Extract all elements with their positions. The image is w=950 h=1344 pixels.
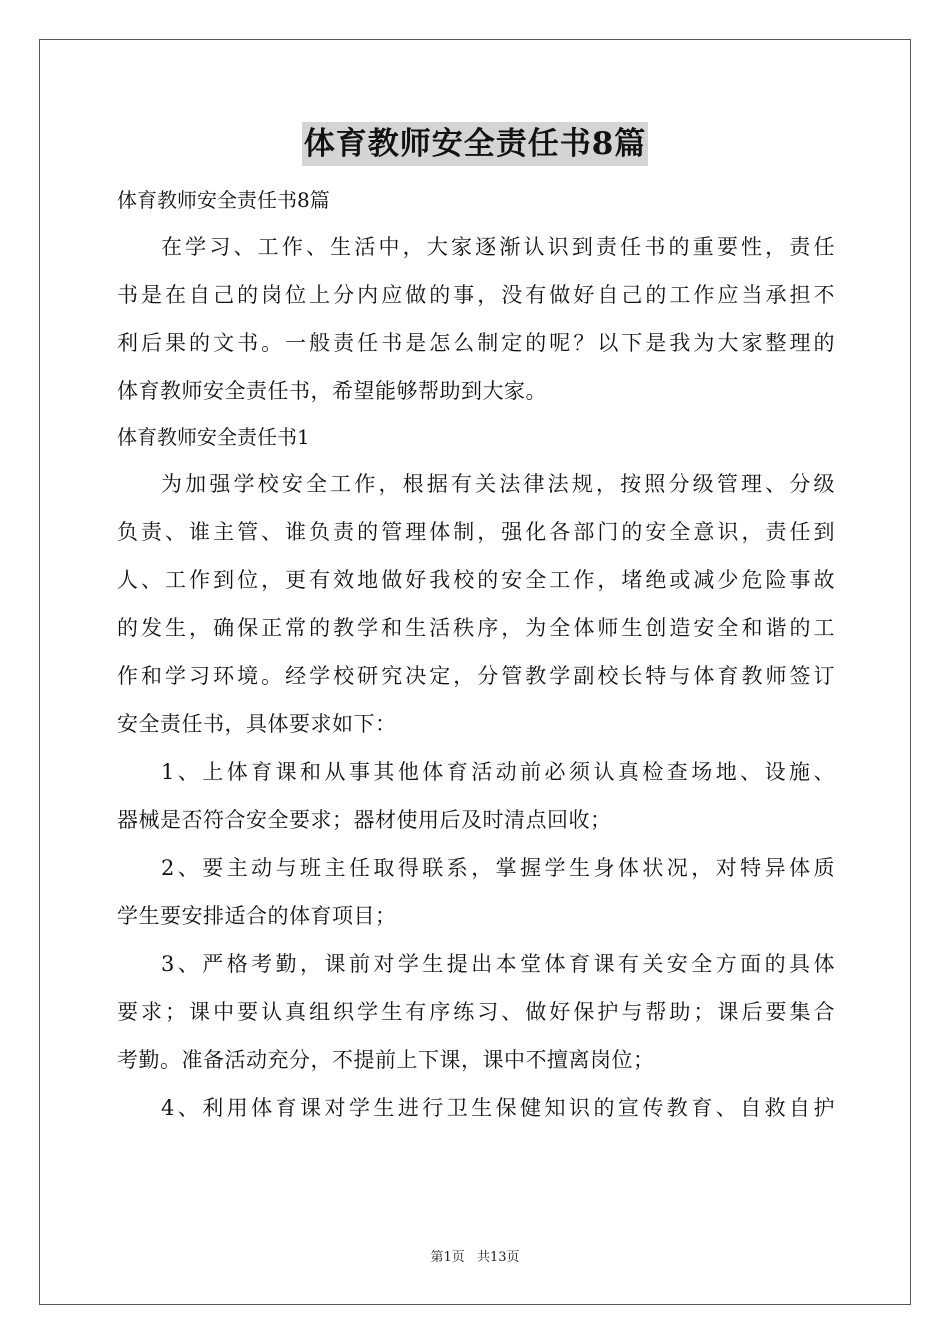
item-4-line-1: 4、利用体育课对学生进行卫生保健知识的宣传教育、自救自护 [161,1096,835,1120]
title-wrap [0,122,950,166]
body-line-5: 作和学习环境。经学校研究决定，分管教学副校长特与体育教师签订 [117,664,835,688]
intro-line-3: 利后果的文书。一般责任书是怎么制定的呢？以下是我为大家整理的 [117,331,835,355]
item-3-line-3: 考勤。准备活动充分，不提前上下课，课中不擅离岗位； [117,1048,655,1072]
item-2-line-2: 学生要安排适合的体育项目； [117,904,397,928]
intro-line-4: 体育教师安全责任书，希望能够帮助到大家。 [117,379,547,403]
body-line-6: 安全责任书，具体要求如下： [117,712,397,736]
document-title: 体育教师安全责任书8篇 [302,122,649,166]
page-number: 第1页 [430,1250,465,1265]
document-body [117,178,835,1132]
body-line-1: 为加强学校安全工作，根据有关法律法规，按照分级管理、分级 [161,472,835,496]
page-total: 共13页 [476,1250,520,1265]
item-2-line-1: 2、要主动与班主任取得联系，掌握学生身体状况，对特异体质 [161,856,835,880]
body-line-2: 负责、谁主管、谁负责的管理体制，强化各部门的安全意识，责任到 [117,520,835,544]
intro-line-2: 书是在自己的岗位上分内应做的事，没有做好自己的工作应当承担不 [117,283,835,307]
body-line-4: 的发生，确保正常的教学和生活秩序，为全体师生创造安全和谐的工 [117,616,835,640]
body-line-3: 人、工作到位，更有效地做好我校的安全工作，堵绝或减少危险事故 [117,568,835,592]
section-heading: 体育教师安全责任书1 [117,425,310,449]
subtitle: 体育教师安全责任书8篇 [117,188,330,212]
page-footer [0,1246,950,1265]
item-3-line-2: 要求；课中要认真组织学生有序练习、做好保护与帮助；课后要集合 [117,1000,835,1024]
item-1-line-2: 器械是否符合安全要求；器材使用后及时清点回收； [117,808,612,832]
item-1-line-1: 1、上体育课和从事其他体育活动前必须认真检查场地、设施、 [161,760,835,784]
intro-line-1: 在学习、工作、生活中，大家逐渐认识到责任书的重要性，责任 [161,235,835,259]
item-3-line-1: 3、严格考勤，课前对学生提出本堂体育课有关安全方面的具体 [161,952,835,976]
